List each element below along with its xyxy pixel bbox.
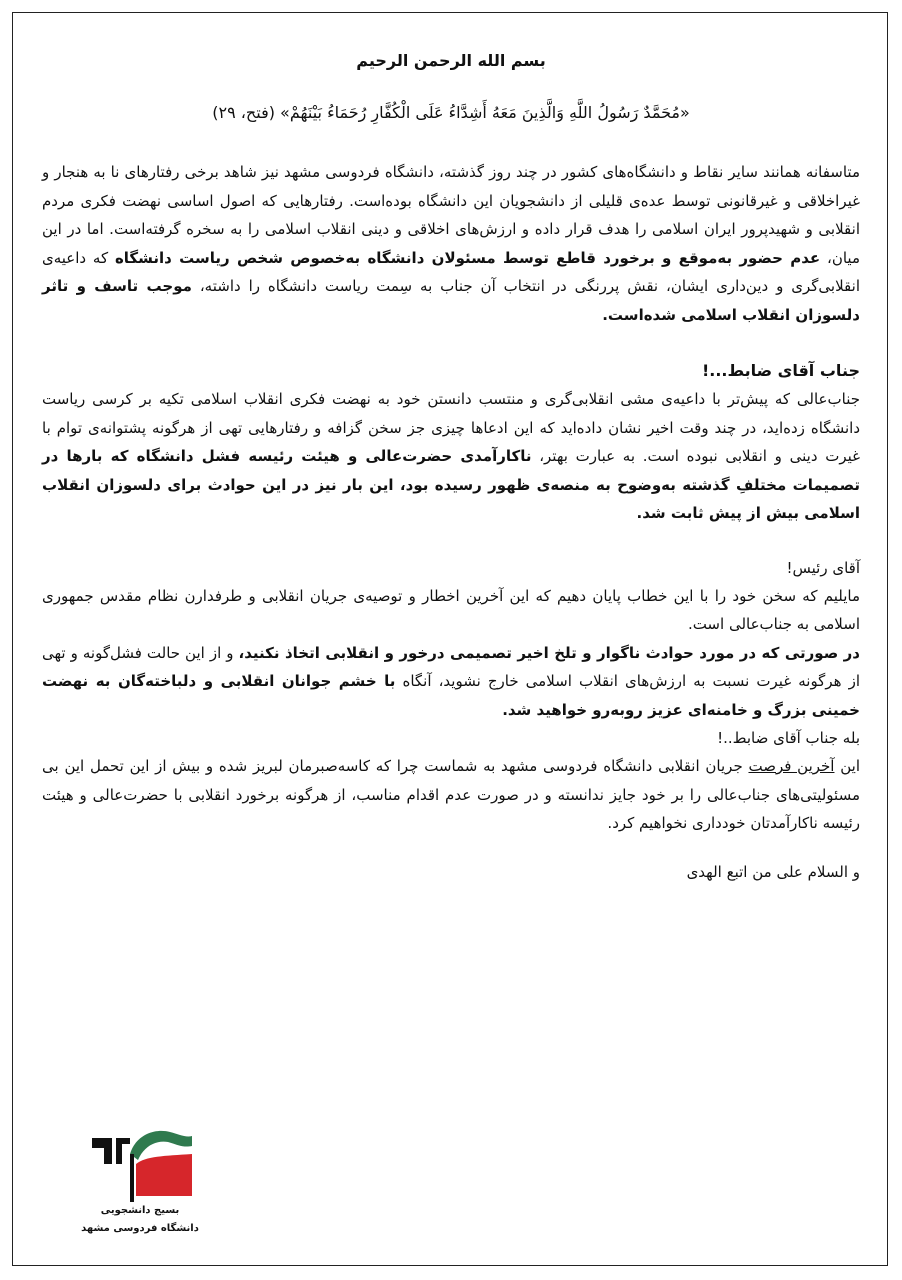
paragraph-ultimatum (42, 639, 860, 725)
paragraph-bold-text: ناکارآمدی حضرت‌عالی و هیئت رئیسه فشل دانشگاه که بارها در تصمیمات مختلفِ گذشته به‌وضوح به منصه‌ی ظهور رسیده بود، این بار نیز در این حوادث برای دلسوزان انقلاب اسلامی بیش از پیش ثابت شد. (42, 447, 860, 522)
paragraph-address-1 (42, 385, 860, 528)
logo-text-line1: بسیج دانشجویی (100, 1205, 180, 1216)
logo-text-line2: دانشگاه فردوسی مشهد (81, 1223, 199, 1234)
flag-emblem-icon (86, 1124, 194, 1204)
paragraph-text: جناب‌عالی که پیش‌تر با داعیه‌ی مشی انقلابی‌گری و منتسب دانستن خود به نهضت فکری انقلاب اسلامی تکیه بر کرسی ریاست دانشگاه زده‌اید، در چند وقت اخیر نشان داده‌اید که این ادعاها چیزی جز سخن گزافه و رفتارهایی تهی از هرگونه پشتوانه‌ی توام با غیرت دینی و انقلابی نبوده است. به عبارت بهتر، (42, 390, 860, 465)
paragraph-bold-text: با خشم جوانان انقلابی و دلباخته‌گان به نهضت خمینی بزرگ و خامنه‌ای عزیز روبه‌رو خواهید شد. (42, 672, 860, 719)
paragraph-text: و از این حالت فشل‌گونه و تهی از هرگونه غیرت نسبت به ارزش‌های انقلاب اسلامی خارج نشوید، آنگاه (42, 643, 860, 690)
bismillah-heading: بسم الله الرحمن الرحیم (356, 51, 546, 70)
address-heading-1: جناب آقای ضابط...! (701, 361, 860, 380)
paragraph-text: متاسفانه همانند سایر نقاط و دانشگاه‌های کشور در چند روز گذشته، دانشگاه فردوسی مشهد نیز شاهد برخی رفتارهای نا به هنجار و غیراخلاقی و غیرقانونی توسط عده‌ی قلیلی از دانشجویان این دانشگاه بوده‌است. رفتارهایی که اصول اساسی نهضت فکری مردم انقلابی و شهیدپرور ایران اسلامی را هدف قرار داده و ارزش‌های اخلاقی و دینی انقلاب اسلامی را به سخره گرفته‌است. اما در این میان، (42, 163, 860, 267)
statement-body (42, 50, 860, 886)
paragraph-final (42, 752, 860, 838)
paragraph-intro (42, 158, 860, 329)
address-heading-3: بله جناب آقای ضابط..! (717, 729, 860, 747)
paragraph-bold-text: در صورتی که در مورد حوادث ناگوار و تلخ اخیر تصمیمی درخور و انقلابی اتخاذ نکنید، (238, 643, 860, 662)
closing-salutation: و السلام علی من اتبع الهدی (686, 862, 860, 881)
basij-logo (80, 1118, 200, 1248)
address-heading-2: آقای رئیس! (786, 558, 860, 577)
paragraph-text: جریان انقلابی دانشگاه فردوسی مشهد به شماست چرا که کاسه‌صبرمان لبریز شده و بیش از این تحمل این بی مسئولیتی‌های جناب‌عالی را بر خود جایز ندانسته و در صورت عدم اقدام مناسب، از هرگونه برخورد انقلابی با حضرت‌عالی و هیئت رئیسه ناکارآمدتان خودداری نخواهیم کرد. (42, 757, 860, 832)
underlined-text: آخرین فرصت (748, 757, 835, 775)
paragraph-text: این (834, 757, 860, 775)
paragraph-text: که داعیه‌ی انقلابی‌گری و دین‌داری ایشان، نقش پررنگی در انتخاب آن جناب به سِمت ریاست دانشگاه را داشته، (42, 248, 860, 295)
paragraph-bold-text: عدم حضور به‌موقع و برخورد قاطع توسط مسئولان دانشگاه به‌خصوص شخص ریاست دانشگاه (114, 248, 821, 267)
quran-verse: «مُحَمَّدٌ رَسُولُ اللَّهِ وَالَّذِینَ مَعَهُ أَشِدَّاءُ عَلَى الْکُفَّارِ رُحَمَاءُ بَیْنَهُمْ» (فتح، ۲۹) (212, 103, 690, 122)
paragraph-warning: مایلیم که سخن خود را با این خطاب پایان دهیم که این آخرین اخطار و توصیه‌ی جریان انقلابی و طرفدارن نظام مقدس جمهوری اسلامی به جناب‌عالی است. (42, 586, 860, 633)
paragraph-bold-text: موجب تاسف و تاثر دلسوزان انقلاب اسلامی شده‌است. (42, 277, 860, 324)
